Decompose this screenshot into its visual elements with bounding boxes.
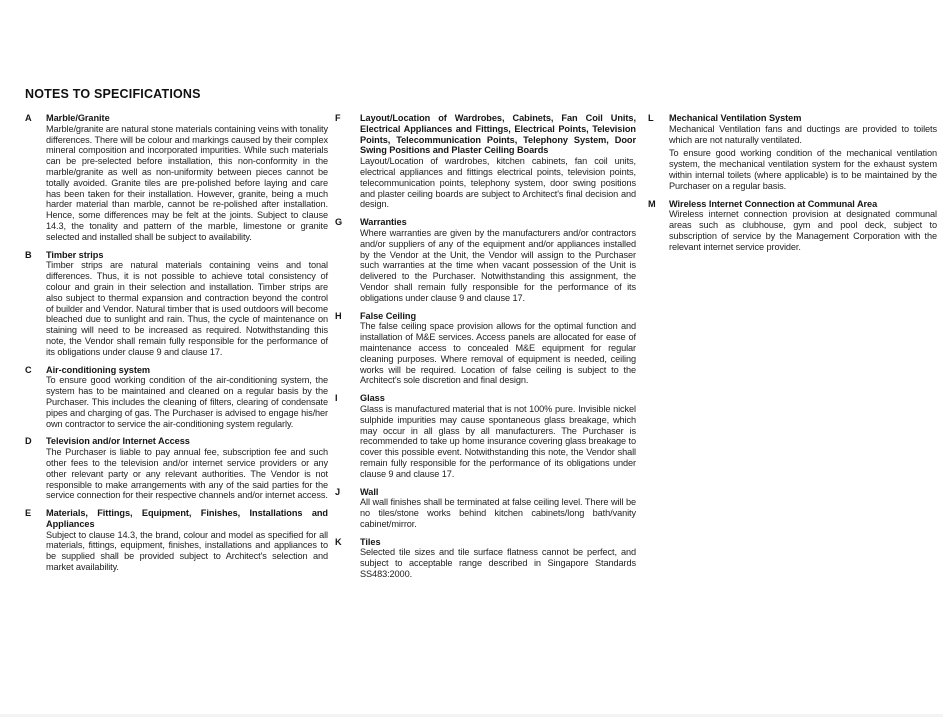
section-letter: J (335, 486, 341, 497)
section-heading: Timber strips (46, 249, 104, 260)
column-3 (648, 113, 937, 587)
section-heading: Wall (360, 486, 379, 497)
section-letter: D (25, 436, 32, 447)
section-paragraph: Selected tile sizes and tile surface flatness cannot be perfect, and subject to acceptable range described in Singapore Standards SS483:2000. (360, 547, 636, 580)
section-paragraph: Subject to clause 14.3, the brand, colour and model as specified for all materials, fittings, equipment, finishes, installations and appliances to be supplied shall be provided subject to Architect's selection and market availability. (46, 529, 328, 573)
section-layout-location (335, 113, 636, 210)
section-heading: Tiles (360, 536, 381, 547)
section-heading: Warranties (360, 217, 407, 228)
section-paragraph: Timber strips are natural materials containing veins and tonal differences. Thus, it is not possible to achieve total consistency of colour and grain in their selection and installation. Timber strips are also subject to thermal expansion and contraction beyond the control of builder and Vendor. Natural timber that is used outdoors will become bleached due to sunlight and rain. Thus, the cycle of maintenance on staining will need to be increased as required. Notwithstanding this note, the Vendor shall remain fully responsible for the performance of its obligations under clause 9 and clause 17. (46, 260, 328, 357)
column-2 (335, 113, 636, 587)
section-wireless-internet (648, 199, 937, 253)
section-letter: C (25, 364, 32, 375)
section-paragraph: Where warranties are given by the manufacturers and/or contractors and/or suppliers of any of the equipment and/or appliances installed by the Vendor at the Unit, the Vendor will assign to the Purchaser such warranties at the time when vacant possession of the Unit is delivered to the Purchaser. Notwithstanding this assignment, the Vendor shall remain fully responsible for the performance of its obligations under clause 9 and clause 17. (360, 227, 636, 303)
section-wall (335, 487, 636, 530)
section-paragraph: All wall finishes shall be terminated at false ceiling level. There will be no tiles/stone works behind kitchen cabinets/long bath/vanity cabinet/mirror. (360, 497, 636, 529)
section-heading: Marble/Granite (46, 113, 110, 123)
section-letter: L (648, 113, 654, 123)
section-heading: False Ceiling (360, 310, 417, 321)
section-materials-fittings (25, 508, 328, 573)
section-paragraph: To ensure good working condition of the air-conditioning system, the system has to be maintained and cleaned on a regular basis by the Purchaser. This includes the cleaning of filters, clearing of condensate pipes and charging of gas. The Purchaser is advised to engage his/her own contractor to service the air-conditioning system regularly. (46, 375, 328, 429)
columns-container (25, 113, 937, 587)
section-letter: E (25, 508, 32, 519)
section-paragraph: Layout/Location of wardrobes, kitchen cabinets, fan coil units, electrical appliances and fittings electrical points, television points, telecommunication points, telephony system, door swing positions and plaster ceiling boards are subject to Architect's final decision and design. (360, 156, 636, 210)
section-letter: I (335, 393, 338, 404)
section-heading: Air-conditioning system (46, 364, 151, 375)
notes-to-specifications (25, 88, 937, 587)
section-timber-strips (25, 250, 328, 358)
section-letter: G (335, 217, 343, 228)
section-letter: A (25, 113, 32, 123)
section-heading: Mechanical Ventilation System (669, 113, 802, 123)
section-heading: Layout/Location of Wardrobes, Cabinets, Fan Coil Units, Electrical Appliances and Fittings, Electrical Points, Television Points, Telecommunication Points, Telephony System, Door Swing Positions and Plaster Ceiling Boards (360, 113, 636, 156)
section-heading: Television and/or Internet Access (46, 436, 190, 447)
section-paragraph: Marble/granite are natural stone materials containing veins with tonality differences. There will be colour and markings caused by their complex mineral composition and incorporated impurities. While such materials can be pre-selected before installation, this non-conformity in the marble/granite as well as non-uniformity between pieces cannot be totally avoided. Granite tiles are pre-polished before laying and care has been taken for their installation. However, granite, being a much harder material than marble, cannot be re-polished after installation. Hence, some differences may be felt at the joints. Subject to clause 14.3, the tonality and pattern of the marble, limestone or granite selected and installed shall be subject to availability. (46, 123, 328, 242)
section-paragraph: Mechanical Ventilation fans and ductings are provided to toilets which are not naturally ventilated. (669, 123, 937, 145)
section-heading: Wireless Internet Connection at Communal Area (669, 198, 878, 209)
column-1 (25, 113, 328, 587)
page-title: NOTES TO SPECIFICATIONS (25, 87, 201, 101)
section-paragraph: The false ceiling space provision allows for the optimal function and installation of M&E services. Access panels are allocated for ease of maintenance access to concealed M&E equipment for regular cleaning purposes. Where removal of equipment is needed, ceiling works will be required. Location of false ceiling is subject to the Architect's sole discretion and final design. (360, 321, 636, 386)
section-tv-internet-access (25, 436, 328, 501)
section-letter: M (648, 198, 656, 209)
section-letter: K (335, 536, 342, 547)
section-paragraph: Wireless internet connection provision at designated communal areas such as clubhouse, gym and pool deck, subject to subscription of service by the Management Corporation with the relevant internet service provider. (669, 209, 937, 252)
section-heading: Glass (360, 393, 385, 404)
section-mechanical-ventilation (648, 113, 937, 192)
section-air-conditioning (25, 365, 328, 430)
section-paragraph: To ensure good working condition of the mechanical ventilation system, the mechanical ventilation system for the exhaust system within internal toilets (where applicable) is to be maintained by the Purchaser on a regular basis. (669, 148, 937, 191)
section-warranties (335, 217, 636, 303)
section-false-ceiling (335, 311, 636, 387)
section-paragraph: The Purchaser is liable to pay annual fee, subscription fee and such other fees to the television and/or internet service providers or any other relevant party or any relevant authorities. The Vendor is not responsible to make arrangements with any of the said parties for the service connection for their respective channels and/or internet access. (46, 447, 328, 501)
section-glass (335, 393, 636, 479)
section-tiles (335, 537, 636, 580)
section-letter: F (335, 113, 341, 123)
section-letter: H (335, 310, 342, 321)
section-paragraph: Glass is manufactured material that is not 100% pure. Invisible nickel sulphide impurities may cause spontaneous glass breakage, which may occur in all glass by all manufacturers. The Purchaser is recommended to take up home insurance covering glass breakage to cover this possible event. Notwithstanding this note, the Vendor shall remain fully responsible for the performance of its obligations under clause 9 and clause 17. (360, 403, 636, 479)
section-marble-granite (25, 113, 328, 243)
section-letter: B (25, 249, 32, 260)
section-heading: Materials, Fittings, Equipment, Finishes, Installations and Appliances (46, 508, 328, 529)
